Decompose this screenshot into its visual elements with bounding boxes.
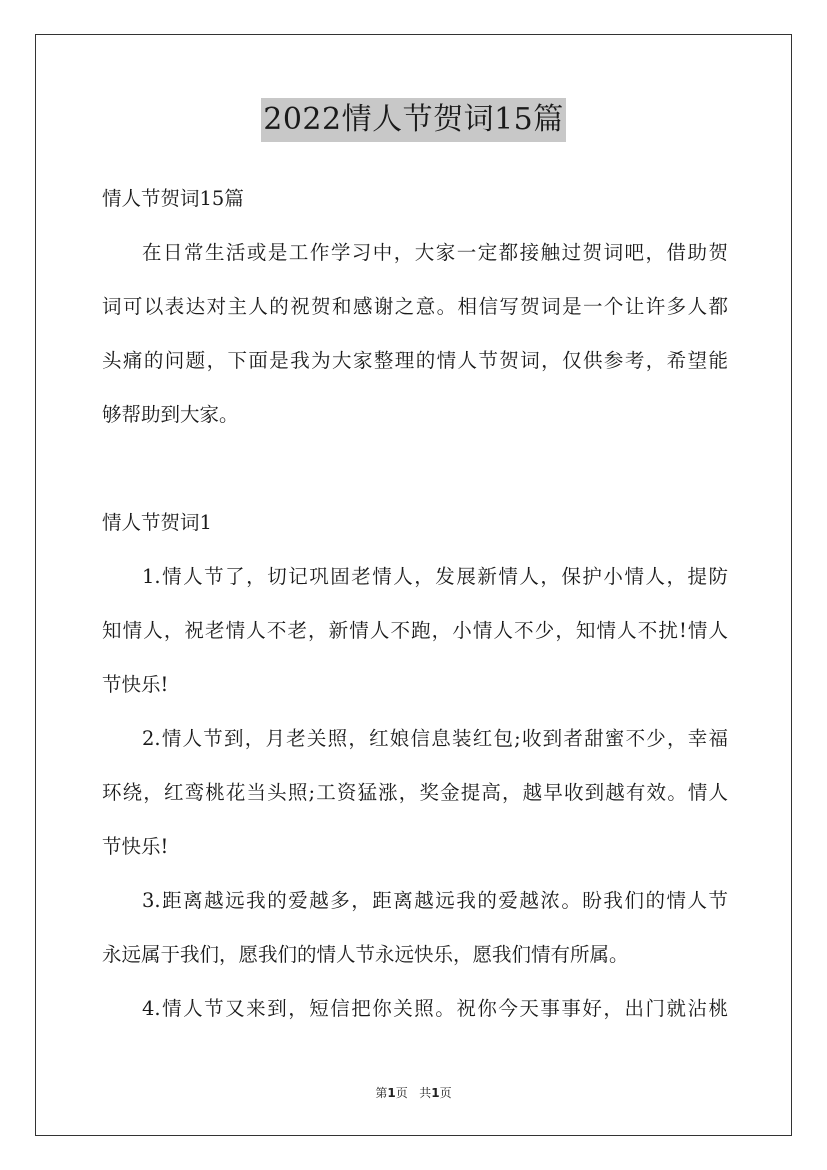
total-suffix: 页: [439, 1086, 452, 1100]
page-prefix: 第: [375, 1086, 388, 1100]
greeting-line[interactable]: 节快乐!: [102, 835, 169, 858]
page-footer: [0, 1084, 827, 1101]
document-title[interactable]: 2022情人节贺词15篇: [261, 98, 566, 142]
greeting-line[interactable]: 永远属于我们，愿我们的情人节永远快乐，愿我们情有所属。: [102, 943, 629, 966]
total-pages: 1: [431, 1086, 440, 1100]
greeting-item-2: [102, 712, 728, 874]
intro-paragraph: [102, 226, 728, 442]
paragraph-gap: [102, 442, 728, 496]
page-suffix: 页: [395, 1086, 408, 1100]
greeting-line[interactable]: 2.情人节到，月老关照，红娘信息装红包;收到者甜蜜不少，幸福: [142, 727, 728, 750]
intro-line[interactable]: 够帮助到大家。: [102, 403, 239, 426]
greeting-line[interactable]: 环绕，红鸾桃花当头照;工资猛涨，奖金提高，越早收到越有效。情人: [102, 781, 728, 804]
greeting-item-1: [102, 550, 728, 712]
greeting-item-4: [102, 982, 728, 1036]
document-subtitle[interactable]: 情人节贺词15篇: [102, 187, 244, 210]
greeting-line[interactable]: 4.情人节又来到，短信把你关照。祝你今天事事好，出门就沾桃: [142, 997, 728, 1020]
greeting-line[interactable]: 知情人，祝老情人不老，新情人不跑，小情人不少，知情人不扰!情人: [102, 619, 728, 642]
section-heading[interactable]: 情人节贺词1: [102, 511, 212, 534]
greeting-line[interactable]: 1.情人节了，切记巩固老情人，发展新情人，保护小情人，提防: [142, 565, 728, 588]
title-container: [0, 98, 827, 142]
page-number: 1: [387, 1086, 396, 1100]
document-body: [102, 172, 728, 1036]
greeting-item-3: [102, 874, 728, 982]
total-prefix: 共: [419, 1086, 432, 1100]
intro-line[interactable]: 词可以表达对主人的祝贺和感谢之意。相信写贺词是一个让许多人都: [102, 295, 728, 318]
greeting-line[interactable]: 节快乐!: [102, 673, 169, 696]
intro-line[interactable]: 在日常生活或是工作学习中，大家一定都接触过贺词吧，借助贺: [142, 241, 728, 264]
intro-line[interactable]: 头痛的问题，下面是我为大家整理的情人节贺词，仅供参考，希望能: [102, 349, 728, 372]
greeting-line[interactable]: 3.距离越远我的爱越多，距离越远我的爱越浓。盼我们的情人节: [142, 889, 728, 912]
